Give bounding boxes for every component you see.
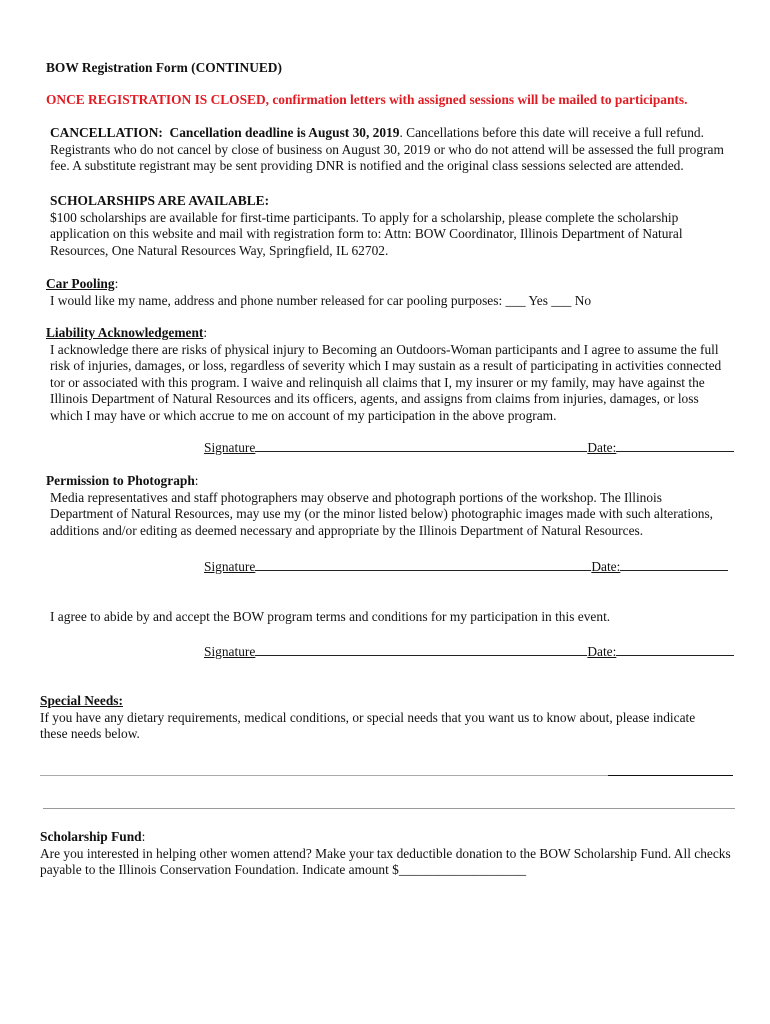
special-needs-line-1: If you have any dietary requirements, medical conditions, or special needs that you want us to know about, please indicate (40, 709, 696, 725)
liability-line-3: tor or associated with this program. I waive and relinquish all claims that I, my insurer or my family, may have against the (50, 374, 705, 390)
terms-signature-label: Signature (204, 644, 256, 659)
scholarship-fund-colon: : (141, 829, 146, 844)
cancellation-line-2: Registrants who do not cancel by close of business on August 30, 2019 or who do not attend will be assessed the full program (50, 141, 724, 157)
liability-signature-label: Signature (204, 440, 256, 455)
scholarship-fund-section (40, 829, 765, 879)
special-needs-section (40, 693, 750, 743)
terms-date-label: Date: (587, 644, 617, 659)
scholarships-line-3: Resources, One Natural Resources Way, Springfield, IL 62702. (50, 242, 389, 258)
liability-date-line[interactable] (616, 439, 734, 452)
car-pooling-colon: : (114, 276, 119, 291)
photo-signature-label: Signature (204, 559, 256, 574)
liability-signature-line[interactable] (255, 439, 587, 452)
scholarships-section (50, 193, 750, 259)
cancellation-heading: CANCELLATION: (50, 125, 163, 140)
photo-section (46, 473, 750, 539)
cancellation-line-1-rest: . Cancellations before this date will receive a full refund. (399, 125, 704, 140)
photo-date-label: Date: (591, 559, 621, 574)
liability-line-5: which I may have or which accrue to me on account of my participation in the above program. (50, 407, 557, 423)
cancellation-line-1 (50, 125, 750, 142)
special-needs-line-field-2[interactable] (43, 808, 735, 809)
registration-closed-notice: ONCE REGISTRATION IS CLOSED, confirmation letters with assigned sessions will be mailed to participants. (46, 92, 688, 107)
cancellation-section (50, 125, 750, 175)
liability-signature-row (204, 439, 738, 457)
liability-line-1: I acknowledge there are risks of physical injury to Becoming an Outdoors-Woman participants and I agree to assume the full (50, 341, 719, 357)
photo-line-2: Department of Natural Resources, may use my (or the minor listed below) photographic images made with such alterations, (50, 506, 714, 522)
photo-signature-line[interactable] (255, 558, 591, 571)
car-pooling-question[interactable]: I would like my name, address and phone number released for car pooling purposes: ___ Yes ___ No (50, 292, 592, 308)
scholarship-fund-heading: Scholarship Fund (40, 829, 142, 844)
photo-heading: Permission to Photograph (46, 473, 195, 488)
scholarships-heading: SCHOLARSHIPS ARE AVAILABLE: (50, 193, 270, 208)
liability-colon: : (203, 325, 208, 340)
photo-line-3: additions and/or editing as deemed necessary and appropriate by the Illinois Department of Natural Resources. (50, 522, 644, 538)
photo-date-line[interactable] (620, 558, 728, 571)
car-pooling-heading: Car Pooling (46, 276, 115, 291)
liability-date-label: Date: (587, 440, 617, 455)
terms-text: I agree to abide by and accept the BOW program terms and conditions for my participation in this event. (50, 609, 611, 624)
liability-section (46, 325, 750, 425)
scholarship-fund-line-2[interactable]: payable to the Illinois Conservation Foundation. Indicate amount $___________________ (40, 862, 527, 878)
terms-signature-row (204, 643, 744, 661)
special-needs-heading: Special Needs: (40, 693, 123, 708)
form-title: BOW Registration Form (CONTINUED) (46, 60, 282, 75)
terms-signature-line[interactable] (255, 643, 587, 656)
special-needs-line-2: these needs below. (40, 726, 140, 742)
liability-line-4: Illinois Department of Natural Resources and its officers, agents, and assigns from claims from injuries, damages, or loss (50, 391, 699, 407)
cancellation-deadline: Cancellation deadline is August 30, 2019 (169, 125, 400, 140)
special-needs-line-field-1a[interactable] (40, 775, 608, 776)
terms-date-line[interactable] (616, 643, 734, 656)
scholarships-line-2: application on this website and mail with registration form to: Attn: BOW Coordinator, Illinois Department of Natural (50, 226, 683, 242)
scholarship-fund-line-1: Are you interested in helping other women attend? Make your tax deductible donation to the BOW Scholarship Fund. All checks (40, 845, 731, 861)
liability-line-2: risk of injuries, damages, or loss, regardless of severity which I may sustain as a result of participating in activities connected (50, 358, 722, 374)
liability-heading: Liability Acknowledgement (46, 325, 204, 340)
photo-line-1: Media representatives and staff photographers may observe and photograph portions of the workshop. The Illinois (50, 489, 662, 505)
scholarships-line-1: $100 scholarships are available for first-time participants. To apply for a scholarship, please complete the scholarship (50, 209, 679, 225)
special-needs-line-field-1b[interactable] (608, 775, 733, 776)
photo-colon: : (194, 473, 199, 488)
photo-signature-row (204, 558, 738, 576)
cancellation-line-3: fee. A substitute registrant may be sent providing DNR is notified and the original class sessions selected are attended. (50, 158, 684, 174)
car-pooling-section (46, 276, 746, 309)
